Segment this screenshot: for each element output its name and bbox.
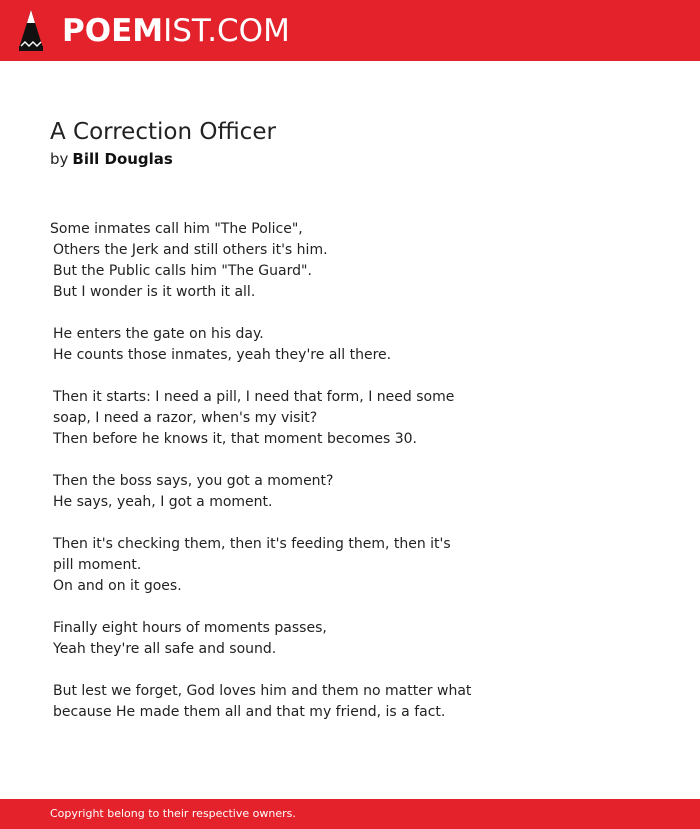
poem-line: He counts those inmates, yeah they're all there. xyxy=(53,347,392,363)
poem-title: A Correction Officer xyxy=(50,119,276,145)
poem-line: Some inmates call him "The Police", xyxy=(50,221,303,237)
poem-line: Then before he knows it, that moment becomes 30. xyxy=(53,431,417,447)
poem-line: He enters the gate on his day. xyxy=(53,326,264,342)
poem-line xyxy=(50,597,570,618)
poem-line: On and on it goes. xyxy=(53,578,182,594)
poem-line xyxy=(50,450,570,471)
poem-line: But lest we forget, God loves him and them no matter what xyxy=(53,683,472,699)
poem-line xyxy=(50,303,570,324)
poem-line: Yeah they're all safe and sound. xyxy=(53,641,277,657)
author-name: Bill Douglas xyxy=(72,150,173,168)
poem-line xyxy=(50,366,570,387)
poem-line: soap, I need a razor, when's my visit? xyxy=(53,410,318,426)
poem-line: Then the boss says, you got a moment? xyxy=(53,473,334,489)
poem-line xyxy=(50,660,570,681)
poem-line: Then it starts: I need a pill, I need that form, I need some xyxy=(53,389,455,405)
poem-line: Finally eight hours of moments passes, xyxy=(53,620,327,636)
brand-bold: POEM xyxy=(62,13,164,49)
poem-line: Others the Jerk and still others it's him. xyxy=(53,242,328,258)
site-footer xyxy=(0,799,700,829)
site-header xyxy=(0,0,700,61)
poem-line: He says, yeah, I got a moment. xyxy=(53,494,273,510)
copyright-text: Copyright belong to their respective owners. xyxy=(50,807,296,820)
poem-line: Then it's checking them, then it's feeding them, then it's xyxy=(53,536,451,552)
poem-line: But I wonder is it worth it all. xyxy=(53,284,256,300)
pencil-tip-icon[interactable] xyxy=(18,10,44,51)
by-label: by xyxy=(50,150,69,168)
poem-body xyxy=(50,219,570,723)
site-logo-text[interactable] xyxy=(62,12,290,50)
poem-line: because He made them all and that my friend, is a fact. xyxy=(53,704,446,720)
poem-line xyxy=(50,513,570,534)
brand-light: IST.COM xyxy=(163,13,290,49)
poem-line: pill moment. xyxy=(53,557,142,573)
poem-byline xyxy=(50,149,173,169)
poem-line: But the Public calls him "The Guard". xyxy=(53,263,312,279)
